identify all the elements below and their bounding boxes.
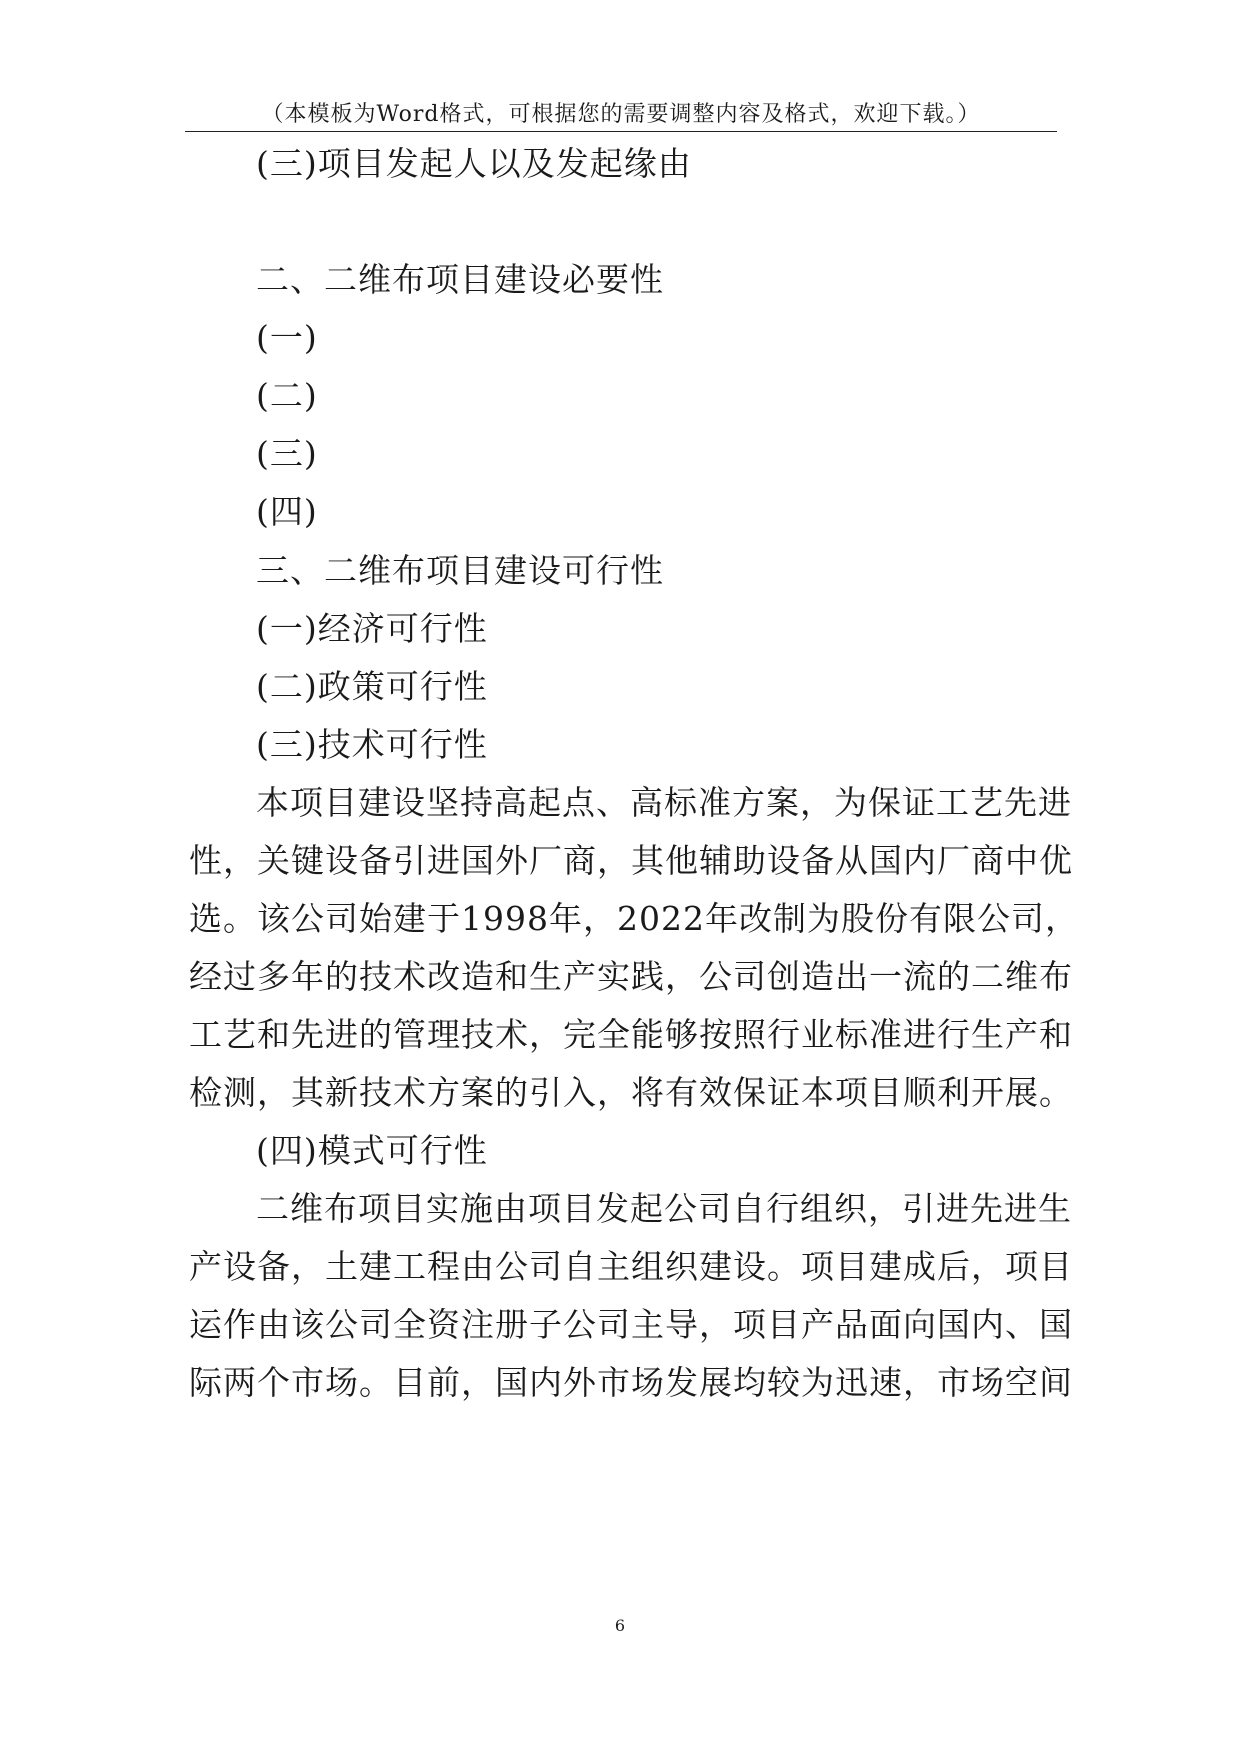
subheading-technical-feasibility: (三)技术可行性 xyxy=(256,725,488,764)
tech-paragraph-line: 工艺和先进的管理技术，完全能够按照行业标准进行生产和 xyxy=(189,1015,1073,1054)
model-paragraph-line: 运作由该公司全资注册子公司主导，项目产品面向国内、国 xyxy=(189,1305,1073,1344)
subheading-necessity-3: (三) xyxy=(256,434,318,473)
subheading-necessity-2: (二) xyxy=(256,376,318,415)
subheading-necessity-4: (四) xyxy=(256,492,318,531)
template-note-header: （本模板为Word格式，可根据您的需要调整内容及格式，欢迎下载。） xyxy=(261,102,981,127)
subheading-policy-feasibility: (二)政策可行性 xyxy=(256,667,488,706)
model-paragraph-line: 产设备，土建工程由公司自主组织建设。项目建成后，项目 xyxy=(189,1247,1073,1286)
tech-paragraph-line: 本项目建设坚持高起点、高标准方案，为保证工艺先进 xyxy=(256,783,1072,822)
page-number: 6 xyxy=(614,1616,626,1635)
header-divider xyxy=(185,131,1057,132)
model-paragraph-line: 际两个市场。目前，国内外市场发展均较为迅速，市场空间 xyxy=(189,1363,1073,1402)
subheading-model-feasibility: (四)模式可行性 xyxy=(256,1131,488,1170)
tech-paragraph-line: 检测，其新技术方案的引入，将有效保证本项目顺利开展。 xyxy=(189,1073,1073,1112)
tech-paragraph-line: 性，关键设备引进国外厂商，其他辅助设备从国内厂商中优 xyxy=(189,841,1073,880)
chapter-heading-necessity: 二、二维布项目建设必要性 xyxy=(256,260,664,299)
model-paragraph-line: 二维布项目实施由项目发起公司自行组织，引进先进生 xyxy=(256,1189,1072,1228)
tech-paragraph-line: 选。该公司始建于1998年，2022年改制为股份有限公司， xyxy=(189,899,1079,938)
section-heading-3-initiator: (三)项目发起人以及发起缘由 xyxy=(256,144,692,183)
subheading-economic-feasibility: (一)经济可行性 xyxy=(256,609,488,648)
chapter-heading-feasibility: 三、二维布项目建设可行性 xyxy=(256,551,664,590)
subheading-necessity-1: (一) xyxy=(256,318,318,357)
tech-paragraph-line: 经过多年的技术改造和生产实践，公司创造出一流的二维布 xyxy=(189,957,1073,996)
